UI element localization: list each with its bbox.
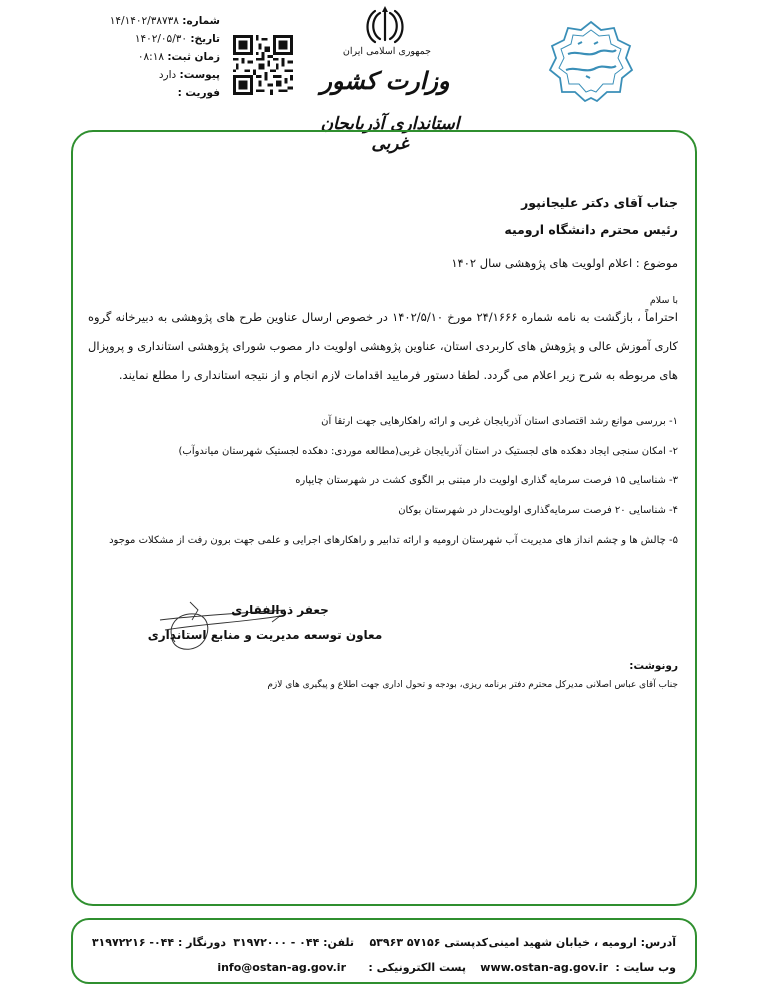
- iran-emblem-icon: [363, 6, 407, 46]
- footer-frame: [71, 918, 697, 984]
- letter-meta: [100, 12, 220, 102]
- footer-email[interactable]: info@ostan-ag.gov.ir: [217, 961, 346, 974]
- attachment: پیوست: دارد: [158, 69, 220, 81]
- letter-subject: موضوع : اعلام اولویت های پژوهشی سال ۱۴۰۲: [451, 256, 678, 270]
- letter-date: تاریخ: ۱۴۰۲/۰۵/۳۰: [134, 33, 220, 45]
- signer-name: جعفر ذوالفقاری: [231, 603, 329, 617]
- list-item: ۴- شناسایی ۲۰ فرصت سرمایه‌گذاری اولویت‌دار در شهرستان بوکان: [398, 505, 678, 516]
- province-name: استانداری آذربایجان غربی: [320, 114, 460, 154]
- list-item: ۱- بررسی موانع رشد اقتصادی استان آذربایجان غربی و ارائه راهکارهایی جهت ارتقا آن: [321, 416, 678, 427]
- footer-email-label: پست الکترونیکی :: [368, 961, 466, 974]
- country-name: جمهوری اسلامی ایران: [342, 46, 432, 57]
- handwritten-signature-icon: [150, 590, 290, 660]
- letter-paragraph: احتراماً ، بازگشت به نامه شماره ۲۴/۱۶۶۶ مورخ ۱۴۰۲/۵/۱۰ در خصوص ارسال عناوین طرح های پژوهشی به دبیرخانه گروه کاری آموزش عالی و پژوهش های کاربردی استان، عناوین پژوهشی اولویت دار مصوب شورای پژوهشی استانداری و پروپزال های مربوطه به شرح زیر اعلام می گردد. لطفا دستور فرمایید اقدامات لازم انجام و از نتیجه استانداری را مطلع نمایند.: [88, 310, 679, 382]
- list-item: ۳- شناسایی ۱۵ فرصت سرمایه گذاری اولویت دار مبتنی بر الگوی کشت در شهرستان چایپاره: [295, 475, 678, 486]
- registration-time: زمان ثبت: ۰۸:۱۸: [137, 51, 220, 63]
- signer-title: معاون توسعه مدیریت و منابع استانداری: [147, 628, 383, 642]
- cc-title: رونوشت:: [629, 660, 678, 672]
- letter-frame: [71, 130, 697, 906]
- addressee-name: جناب آقای دکتر علیجانپور: [521, 195, 678, 210]
- urgency: فوریت :: [177, 87, 220, 99]
- footer-fax: دورنگار : ۰۴۴- ۳۱۹۷۲۲۱۶: [91, 936, 226, 949]
- production-leap-seal-icon: [548, 20, 634, 102]
- footer-postal-code: کدپستی ۵۷۱۵۶ ۵۳۹۶۳: [369, 936, 488, 949]
- qr-code-icon: [233, 35, 293, 95]
- footer-phone: تلفن: ۰۴۴ - ۳۱۹۷۲۰۰۰: [233, 936, 354, 949]
- ministry-name: وزارت کشور: [320, 66, 450, 95]
- list-item: ۵- چالش ها و چشم انداز های مدیریت آب شهرستان ارومیه و ارائه تدابیر و راهکارهای اجرایی و علمی جهت برون رفت از مشکلات موجود: [109, 535, 678, 546]
- list-item: ۲- امکان سنجی ایجاد دهکده های لجستیک در استان آذربایجان غربی(مطالعه موردی: دهکده لجستیک شهرستان میاندوآب): [178, 446, 678, 457]
- footer-website-label: وب سایت :: [615, 961, 676, 974]
- greeting: با سلام: [649, 295, 678, 306]
- cc-text: جناب آقای عباس اصلانی مدیرکل محترم دفتر برنامه ریزی، بودجه و تحول اداری جهت اطلاع و پیگیری های لازم: [267, 680, 678, 690]
- footer-website[interactable]: www.ostan-ag.gov.ir: [480, 961, 608, 974]
- footer-address: آدرس: ارومیه ، خیابان شهید امینی: [488, 936, 676, 949]
- letter-number: شماره: ۱۴/۱۴۰۲/۳۸۷۳۸: [109, 15, 220, 27]
- addressee-title: رئیس محترم دانشگاه ارومیه: [504, 222, 678, 237]
